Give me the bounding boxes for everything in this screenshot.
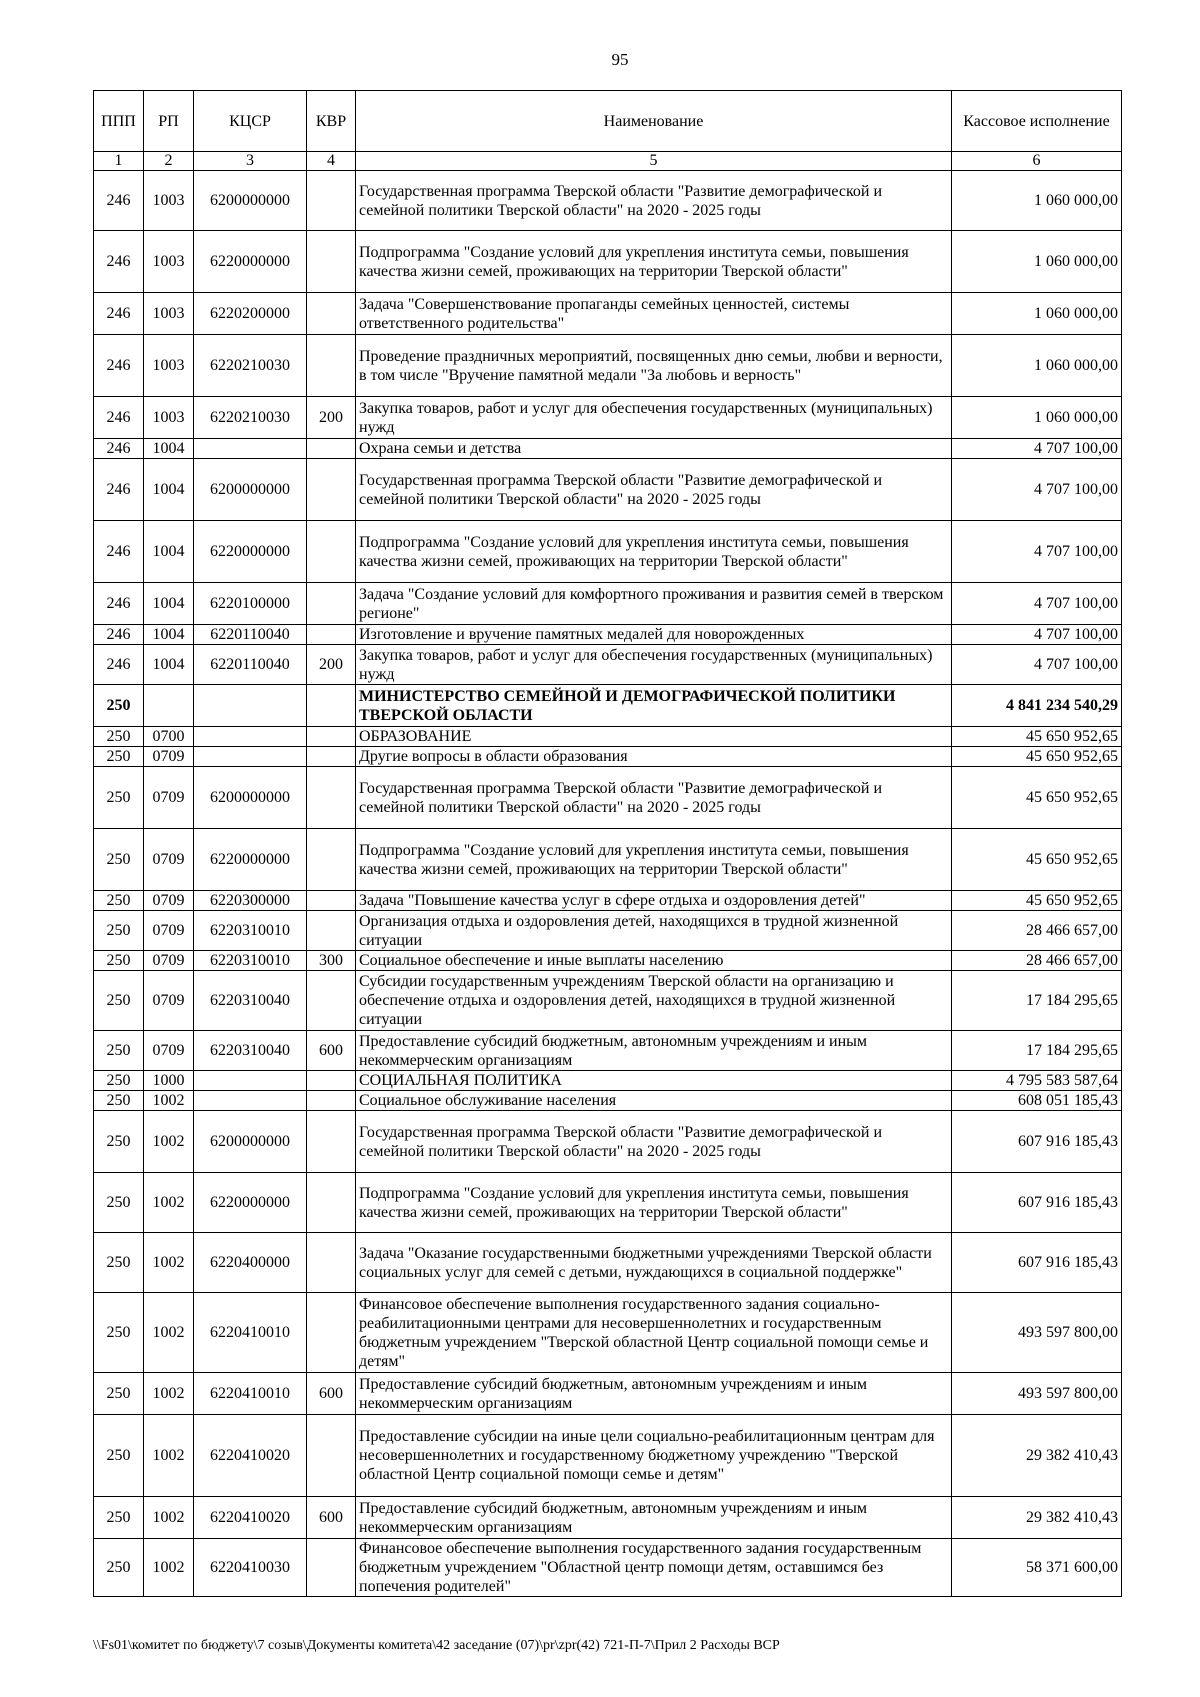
cell-amount: 4 841 234 540,29 (952, 685, 1122, 727)
cell-rp: 0709 (144, 951, 194, 971)
cell-kvr (307, 1293, 356, 1373)
table-row (94, 1293, 1122, 1373)
cell-name: Финансовое обеспечение выполнения государственного задания государственным бюджетным учреждением "Областной центр помощи детям, оставшимся без попечения родителей" (356, 1539, 952, 1597)
cell-amount: 45 650 952,65 (952, 891, 1122, 911)
cell-name: Другие вопросы в области образования (356, 747, 952, 767)
cell-kvr (307, 459, 356, 521)
table-row (94, 1071, 1122, 1091)
column-number-row (94, 152, 1122, 171)
cell-ppp: 246 (94, 439, 144, 459)
cell-rp: 1003 (144, 335, 194, 397)
cell-kcsr: 6220410010 (194, 1293, 307, 1373)
cell-rp: 1004 (144, 583, 194, 625)
table-header-row (94, 91, 1122, 152)
column-header-kvr: КВР (307, 91, 356, 152)
cell-kvr (307, 1415, 356, 1497)
cell-ppp: 250 (94, 1111, 144, 1173)
cell-kcsr: 6200000000 (194, 767, 307, 829)
cell-amount: 28 466 657,00 (952, 951, 1122, 971)
cell-kcsr: 6220210030 (194, 397, 307, 439)
table-row (94, 1415, 1122, 1497)
table-row (94, 1091, 1122, 1111)
table-row (94, 685, 1122, 727)
cell-kvr: 300 (307, 951, 356, 971)
cell-rp: 1002 (144, 1233, 194, 1293)
cell-amount: 45 650 952,65 (952, 767, 1122, 829)
cell-amount: 607 916 185,43 (952, 1173, 1122, 1233)
cell-kcsr (194, 1071, 307, 1091)
cell-amount: 45 650 952,65 (952, 727, 1122, 747)
cell-name: Подпрограмма "Создание условий для укрепления института семьи, повышения качества жизни семей, проживающих на территории Тверской области" (356, 1173, 952, 1233)
cell-name: Задача "Оказание государственными бюджетными учреждениями Тверской области социальных услуг для семей с детьми, нуждающихся в социальной поддержке" (356, 1233, 952, 1293)
cell-rp: 1004 (144, 439, 194, 459)
cell-kvr (307, 891, 356, 911)
column-header-kcsr: КЦСР (194, 91, 307, 152)
cell-kvr (307, 521, 356, 583)
cell-amount: 4 707 100,00 (952, 459, 1122, 521)
expenditure-table (93, 90, 1122, 1597)
cell-kcsr (194, 1091, 307, 1111)
cell-kcsr: 6220410020 (194, 1497, 307, 1539)
cell-name: ОБРАЗОВАНИЕ (356, 727, 952, 747)
column-number: 6 (952, 152, 1122, 171)
table-row (94, 1497, 1122, 1539)
cell-ppp: 246 (94, 171, 144, 231)
cell-rp: 1002 (144, 1111, 194, 1173)
cell-amount: 29 382 410,43 (952, 1415, 1122, 1497)
cell-amount: 17 184 295,65 (952, 1031, 1122, 1071)
cell-amount: 28 466 657,00 (952, 911, 1122, 951)
cell-kcsr: 6220110040 (194, 625, 307, 645)
table-row (94, 911, 1122, 951)
table-body (94, 171, 1122, 1597)
cell-name: Подпрограмма "Создание условий для укрепления института семьи, повышения качества жизни семей, проживающих на территории Тверской области" (356, 829, 952, 891)
cell-rp: 1004 (144, 625, 194, 645)
cell-kvr (307, 335, 356, 397)
column-number: 4 (307, 152, 356, 171)
cell-kcsr: 6220410020 (194, 1415, 307, 1497)
cell-amount: 17 184 295,65 (952, 971, 1122, 1031)
cell-ppp: 250 (94, 1293, 144, 1373)
cell-name: Организация отдыха и оздоровления детей, находящихся в трудной жизненной ситуации (356, 911, 952, 951)
cell-ppp: 246 (94, 231, 144, 293)
cell-kvr (307, 171, 356, 231)
table-row (94, 1373, 1122, 1415)
cell-rp: 1002 (144, 1293, 194, 1373)
table-row (94, 439, 1122, 459)
cell-kvr (307, 971, 356, 1031)
cell-kcsr: 6220000000 (194, 829, 307, 891)
cell-kvr (307, 583, 356, 625)
column-number: 3 (194, 152, 307, 171)
cell-name: Задача "Совершенствование пропаганды семейных ценностей, системы ответственного родительства" (356, 293, 952, 335)
column-header-amount: Кассовое исполнение (952, 91, 1122, 152)
cell-kvr (307, 1111, 356, 1173)
cell-ppp: 250 (94, 971, 144, 1031)
cell-ppp: 246 (94, 335, 144, 397)
table-row (94, 747, 1122, 767)
cell-amount: 4 707 100,00 (952, 583, 1122, 625)
cell-amount: 1 060 000,00 (952, 397, 1122, 439)
cell-name: Социальное обслуживание населения (356, 1091, 952, 1111)
table-row (94, 1233, 1122, 1293)
cell-amount: 4 707 100,00 (952, 521, 1122, 583)
table-row (94, 829, 1122, 891)
cell-name: Подпрограмма "Создание условий для укрепления института семьи, повышения качества жизни семей, проживающих на территории Тверской области" (356, 521, 952, 583)
cell-rp: 1003 (144, 293, 194, 335)
cell-kcsr: 6200000000 (194, 171, 307, 231)
cell-kvr (307, 829, 356, 891)
cell-kcsr: 6220400000 (194, 1233, 307, 1293)
cell-name: СОЦИАЛЬНАЯ ПОЛИТИКА (356, 1071, 952, 1091)
cell-kcsr (194, 727, 307, 747)
cell-kcsr: 6220410030 (194, 1539, 307, 1597)
cell-ppp: 250 (94, 747, 144, 767)
cell-name: Социальное обеспечение и иные выплаты населению (356, 951, 952, 971)
cell-name: Предоставление субсидий бюджетным, автономным учреждениям и иным некоммерческим организациям (356, 1497, 952, 1539)
cell-kcsr (194, 747, 307, 767)
cell-amount: 493 597 800,00 (952, 1293, 1122, 1373)
cell-kvr (307, 727, 356, 747)
cell-ppp: 250 (94, 685, 144, 727)
cell-rp: 0700 (144, 727, 194, 747)
cell-ppp: 250 (94, 727, 144, 747)
cell-kcsr: 6220000000 (194, 1173, 307, 1233)
cell-amount: 607 916 185,43 (952, 1233, 1122, 1293)
cell-ppp: 250 (94, 1539, 144, 1597)
cell-kvr (307, 685, 356, 727)
table-row (94, 1111, 1122, 1173)
cell-kcsr: 6220410010 (194, 1373, 307, 1415)
cell-ppp: 250 (94, 951, 144, 971)
cell-kvr: 600 (307, 1497, 356, 1539)
cell-amount: 45 650 952,65 (952, 747, 1122, 767)
cell-amount: 45 650 952,65 (952, 829, 1122, 891)
cell-name: Задача "Повышение качества услуг в сфере отдыха и оздоровления детей" (356, 891, 952, 911)
cell-name: Предоставление субсидий бюджетным, автономным учреждениям и иным некоммерческим организациям (356, 1031, 952, 1071)
cell-name: Закупка товаров, работ и услуг для обеспечения государственных (муниципальных) нужд (356, 645, 952, 685)
cell-ppp: 246 (94, 645, 144, 685)
cell-ppp: 250 (94, 1373, 144, 1415)
cell-rp: 0709 (144, 767, 194, 829)
cell-kvr (307, 1173, 356, 1233)
cell-amount: 1 060 000,00 (952, 171, 1122, 231)
cell-ppp: 246 (94, 293, 144, 335)
cell-rp: 0709 (144, 829, 194, 891)
cell-amount: 29 382 410,43 (952, 1497, 1122, 1539)
cell-ppp: 246 (94, 625, 144, 645)
table-row (94, 891, 1122, 911)
cell-ppp: 250 (94, 1233, 144, 1293)
cell-name: Государственная программа Тверской области "Развитие демографической и семейной политики Тверской области" на 2020 - 2025 годы (356, 171, 952, 231)
table-row (94, 583, 1122, 625)
cell-amount: 607 916 185,43 (952, 1111, 1122, 1173)
cell-ppp: 250 (94, 891, 144, 911)
cell-ppp: 250 (94, 1071, 144, 1091)
cell-name: Закупка товаров, работ и услуг для обеспечения государственных (муниципальных) нужд (356, 397, 952, 439)
cell-rp: 1002 (144, 1497, 194, 1539)
cell-kcsr (194, 685, 307, 727)
cell-kcsr: 6220200000 (194, 293, 307, 335)
table-row (94, 335, 1122, 397)
cell-kcsr: 6200000000 (194, 459, 307, 521)
cell-kvr (307, 767, 356, 829)
cell-amount: 4 795 583 587,64 (952, 1071, 1122, 1091)
cell-amount: 493 597 800,00 (952, 1373, 1122, 1415)
cell-kvr (307, 1091, 356, 1111)
table-row (94, 1031, 1122, 1071)
cell-kcsr: 6220110040 (194, 645, 307, 685)
cell-amount: 608 051 185,43 (952, 1091, 1122, 1111)
cell-kvr: 600 (307, 1031, 356, 1071)
cell-kcsr (194, 439, 307, 459)
table-row (94, 397, 1122, 439)
page-number: 95 (611, 50, 629, 69)
cell-kvr (307, 1233, 356, 1293)
cell-kvr: 200 (307, 397, 356, 439)
cell-rp: 1003 (144, 231, 194, 293)
cell-name: Предоставление субсидии на иные цели социально-реабилитационным центрам для несовершеннолетних и государственному бюджетному учреждению "Тверской областной Центр социальной помощи семье и детям" (356, 1415, 952, 1497)
cell-rp: 0709 (144, 1031, 194, 1071)
cell-name: Подпрограмма "Создание условий для укрепления института семьи, повышения качества жизни семей, проживающих на территории Тверской области" (356, 231, 952, 293)
cell-amount: 4 707 100,00 (952, 439, 1122, 459)
cell-name: Государственная программа Тверской области "Развитие демографической и семейной политики Тверской области" на 2020 - 2025 годы (356, 767, 952, 829)
cell-kvr (307, 747, 356, 767)
cell-rp: 1002 (144, 1173, 194, 1233)
cell-name: Изготовление и вручение памятных медалей для новорожденных (356, 625, 952, 645)
cell-ppp: 246 (94, 521, 144, 583)
column-number: 5 (356, 152, 952, 171)
cell-kcsr: 6220310040 (194, 1031, 307, 1071)
cell-rp: 1003 (144, 171, 194, 231)
cell-kvr (307, 231, 356, 293)
table-row (94, 1539, 1122, 1597)
table-row (94, 951, 1122, 971)
cell-name: МИНИСТЕРСТВО СЕМЕЙНОЙ И ДЕМОГРАФИЧЕСКОЙ ПОЛИТИКИ ТВЕРСКОЙ ОБЛАСТИ (356, 685, 952, 727)
cell-name: Охрана семьи и детства (356, 439, 952, 459)
column-number: 1 (94, 152, 144, 171)
cell-amount: 58 371 600,00 (952, 1539, 1122, 1597)
cell-kvr: 600 (307, 1373, 356, 1415)
cell-ppp: 246 (94, 397, 144, 439)
table-row (94, 971, 1122, 1031)
file-path-footer: \\Fs01\комитет по бюджету\7 созыв\Документы комитета\42 заседание (07)\pr\zpr(42) 721-П-7\Прил 2 Расходы ВСР (93, 1638, 780, 1653)
cell-kvr (307, 439, 356, 459)
table-row (94, 293, 1122, 335)
cell-kcsr: 6220000000 (194, 521, 307, 583)
cell-kcsr: 6220310040 (194, 971, 307, 1031)
column-header-ppp: ППП (94, 91, 144, 152)
cell-rp: 0709 (144, 971, 194, 1031)
cell-kcsr: 6220210030 (194, 335, 307, 397)
cell-kvr (307, 293, 356, 335)
table-row (94, 727, 1122, 747)
cell-amount: 4 707 100,00 (952, 625, 1122, 645)
cell-kcsr: 6220310010 (194, 951, 307, 971)
table-row (94, 625, 1122, 645)
cell-ppp: 250 (94, 1173, 144, 1233)
cell-kcsr: 6200000000 (194, 1111, 307, 1173)
cell-rp: 1000 (144, 1071, 194, 1091)
column-header-name: Наименование (356, 91, 952, 152)
cell-rp: 0709 (144, 747, 194, 767)
cell-ppp: 250 (94, 1091, 144, 1111)
cell-ppp: 250 (94, 829, 144, 891)
cell-name: Субсидии государственным учреждениям Тверской области на организацию и обеспечение отдыха и оздоровления детей, находящихся в трудной жизненной ситуации (356, 971, 952, 1031)
cell-rp: 1004 (144, 459, 194, 521)
table-row (94, 767, 1122, 829)
cell-name: Финансовое обеспечение выполнения государственного задания социально-реабилитационными центрами для несовершеннолетних и государственным бюджетным учреждением "Тверской областной Центр социальной помощи семье и детям" (356, 1293, 952, 1373)
cell-name: Задача "Создание условий для комфортного проживания и развития семей в тверском регионе" (356, 583, 952, 625)
cell-rp: 1004 (144, 521, 194, 583)
cell-kvr (307, 911, 356, 951)
cell-ppp: 246 (94, 459, 144, 521)
cell-kvr (307, 1539, 356, 1597)
table-row (94, 171, 1122, 231)
cell-amount: 4 707 100,00 (952, 645, 1122, 685)
cell-rp: 0709 (144, 891, 194, 911)
cell-rp: 1003 (144, 397, 194, 439)
cell-ppp: 246 (94, 583, 144, 625)
cell-rp: 1002 (144, 1373, 194, 1415)
column-number: 2 (144, 152, 194, 171)
cell-amount: 1 060 000,00 (952, 293, 1122, 335)
cell-rp: 1004 (144, 645, 194, 685)
cell-rp: 1002 (144, 1091, 194, 1111)
cell-ppp: 250 (94, 1031, 144, 1071)
cell-kcsr: 6220100000 (194, 583, 307, 625)
cell-rp: 0709 (144, 911, 194, 951)
cell-ppp: 250 (94, 767, 144, 829)
cell-ppp: 250 (94, 911, 144, 951)
table-row (94, 231, 1122, 293)
table-row (94, 521, 1122, 583)
cell-rp: 1002 (144, 1415, 194, 1497)
cell-kcsr: 6220310010 (194, 911, 307, 951)
cell-amount: 1 060 000,00 (952, 231, 1122, 293)
table-row (94, 1173, 1122, 1233)
cell-rp: 1002 (144, 1539, 194, 1597)
cell-name: Проведение праздничных мероприятий, посвященных дню семьи, любви и верности, в том числе "Вручение памятной медали "За любовь и верность" (356, 335, 952, 397)
cell-name: Государственная программа Тверской области "Развитие демографической и семейной политики Тверской области" на 2020 - 2025 годы (356, 459, 952, 521)
cell-amount: 1 060 000,00 (952, 335, 1122, 397)
table-row (94, 645, 1122, 685)
cell-kcsr: 6220000000 (194, 231, 307, 293)
cell-kvr: 200 (307, 645, 356, 685)
cell-ppp: 250 (94, 1497, 144, 1539)
column-header-rp: РП (144, 91, 194, 152)
cell-kvr (307, 1071, 356, 1091)
cell-ppp: 250 (94, 1415, 144, 1497)
cell-name: Государственная программа Тверской области "Развитие демографической и семейной политики Тверской области" на 2020 - 2025 годы (356, 1111, 952, 1173)
cell-rp (144, 685, 194, 727)
cell-kvr (307, 625, 356, 645)
cell-kcsr: 6220300000 (194, 891, 307, 911)
table-row (94, 459, 1122, 521)
cell-name: Предоставление субсидий бюджетным, автономным учреждениям и иным некоммерческим организациям (356, 1373, 952, 1415)
